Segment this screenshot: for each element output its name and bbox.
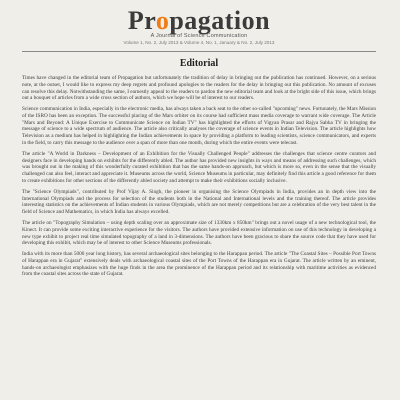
paragraph: The article on "Topography Simulation – using depth scaling over an approximate size of 1330km x 850km" brings out a novel usage of a new technological tool, the Kinect. It can provide some exciting interactive experience for the visitors. The authors have provided extensive information on use of this technology in developing a new type exhibit to project real time simulated topography of a land in 3-dimensions. The authors have been gracious to share the source code that they have used for developing this exhibit, which may be of interest to other Science Museums professionals. xyxy=(22,220,376,247)
paragraph: Times have changed in the editorial team of Propagation but unfortunately the tradition of delay in bringing out the publication has continued. However, on a serious note, at the outset, I would like to express my deep regrets and profound apologies to the readers for the delay in bringing out this publication. No amount of excuses can resolve this delay. Notwithstanding the same, I earnestly appeal to the readers to pardon the new editorial team and look at the bright side of this issue, which brings out a bouquet of articles from a wide cross section of authors, which we hope will be of interest to our readers. xyxy=(22,75,376,102)
article-body xyxy=(22,75,376,278)
paragraph: The "Science Olympiads", contributed by Prof Vijay A. Singh, the pioneer in organising the Science Olympiads in India, provides an in depth view into the International Olympiads and the process for selection of the students both in the National and International levels and the training thereof. The article provides interesting statistics on the achievements of Indian students in various Olympiads, which are not merely competitions but are a celebration of the very best talent in the field of Science and Mathematics, in which India has always excelled. xyxy=(22,188,376,216)
paragraph: Science communication in India, especially in the electronic media, has always taken a back seat to the other so-called "upcoming" news. Fortunately, the Mars Mission of the ISRO has been an exception. The successful placing of the Mars orbiter on its course had sufficient mass media coverage to warrant wide coverage. The Article "Mars and Beyond: A Unique Exercise to Communicate Science on Indian TV" has highlighted the efforts of Vigyan Prasar and Rajya Sabha TV in bringing the message of science to a wide spectrum of audience. The article also critically analyses the coverage of science events in Indian Television. The article highlights how Television as a medium has helped in highlighting the Indian achievements in space by providing a platform to leading scientists, science communicators, and experts in the field, to carry this message to the audience over a span of more than one month, during which the entire events were telecast. xyxy=(22,106,376,146)
masthead xyxy=(22,8,376,45)
logo-orange-letter: o xyxy=(155,6,170,35)
paragraph: India with its more than 5000 year long history, has several archaeological sites belonging to the Harappan period. The article "The Coastal Sites – Possible Port Towns of Harappan era in Gujarat" extensively deals with archaeological coastal sites of the Port Towns of the Harappan era in Gujarat. The article written by an eminent, hands-on archaeologist emphasizes with the huge finds in the area the prominence of the Harappan period and its relationship with maritime activities as evidenced from the coastal sites across the state of Gujarat. xyxy=(22,251,376,278)
journal-subtitle: A Journal of Science Communication xyxy=(150,33,248,39)
paragraph: The article "A World in Darkness – Development of an Exhibition for the Visually Challenged People" addresses the challenges that science centre curators and designers face in developing hands on exhibits for the differently abled. The author has provided new insights in ways and means of addressing such challenges, which was brought out in the making of this wonderfully curated exhibition that has the same hands-on approach, but which is more so, even in the sense that the visually challenged can also feel, interact and appreciate it. Museums across the world, Science Museums in particular, may definitely find this article a good reference for them to create exhibitions for other sections of the differently abled society and attempt to make their exhibitions socially inclusive. xyxy=(22,150,376,184)
page-title: Editorial xyxy=(179,58,219,69)
journal-logo: Propagation xyxy=(127,6,271,35)
header-rule xyxy=(22,51,376,52)
volume-line: Volume 1, No. 2, July 2013 & Volume 4, No. 1, January & No. 2, July 2013 xyxy=(123,40,275,45)
